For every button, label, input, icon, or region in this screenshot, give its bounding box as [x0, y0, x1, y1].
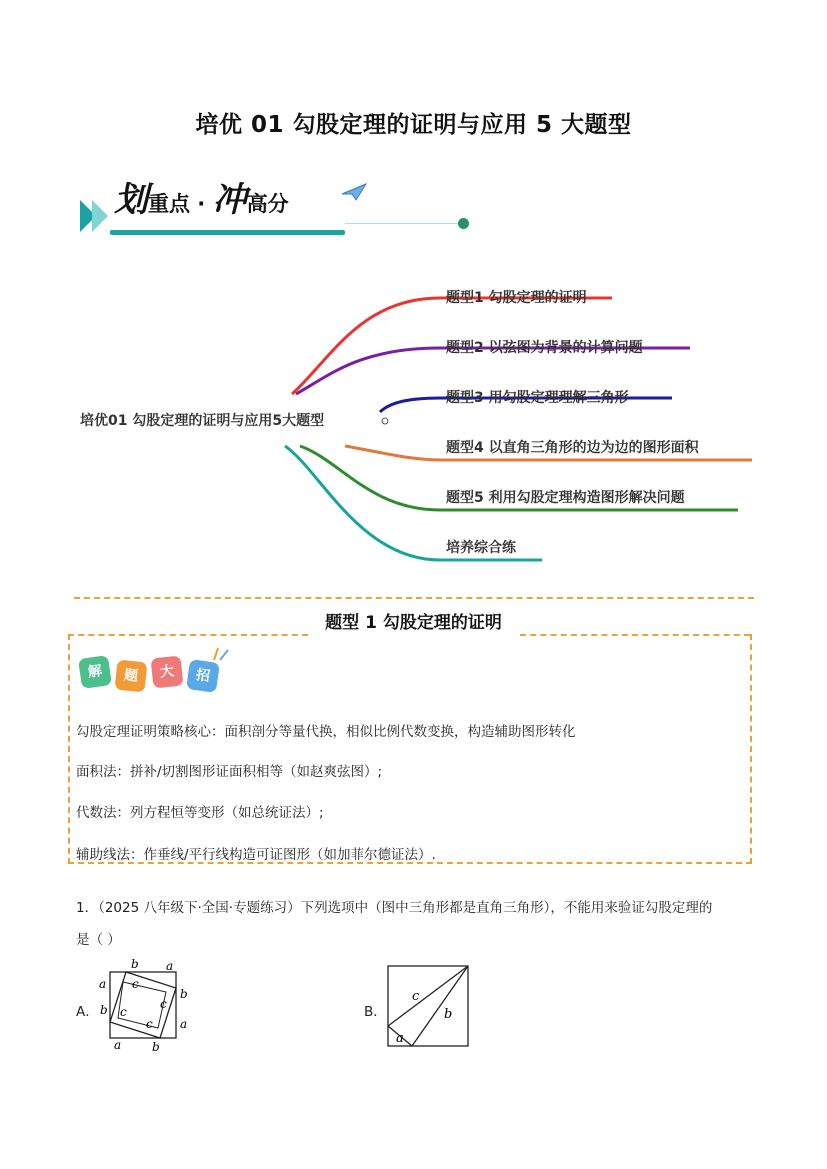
- mindmap-item-4: 题型4 以直角三角形的边为边的图形面积: [446, 440, 699, 456]
- fig-a-label: a: [114, 1038, 122, 1052]
- banner-char1: 划: [114, 180, 148, 220]
- tips-box-top-right: [520, 634, 750, 636]
- fig-a-label: b: [100, 1003, 108, 1017]
- mindmap-root: 培优01 勾股定理的证明与应用5大题型: [80, 413, 325, 429]
- banner-heading: [114, 172, 289, 221]
- option-a-label[interactable]: A．: [76, 1004, 99, 1020]
- section-divider: [74, 597, 754, 599]
- fig-a-label: c: [132, 977, 139, 991]
- fig-a-label: a: [166, 959, 174, 973]
- banner-dot: [458, 218, 469, 229]
- tip-tile-2: 题: [115, 660, 148, 693]
- page-title: 培优 01 勾股定理的证明与应用 5 大题型: [195, 112, 632, 138]
- mindmap-item-3: 题型3 用勾股定理理解三角形: [446, 390, 629, 406]
- fig-b-label: c: [412, 989, 420, 1004]
- option-a-figure[interactable]: [96, 958, 196, 1054]
- sparkle-icon: [210, 644, 234, 662]
- mindmap-item-2: 题型2 以弦图为背景的计算问题: [446, 340, 643, 356]
- mindmap-item-6: 培养综合练: [446, 540, 516, 556]
- mindmap-item-1: 题型1 勾股定理的证明: [446, 290, 587, 306]
- fig-a-label: b: [131, 958, 139, 971]
- tip-line-3: 代数法：列方程恒等变形（如总统证法）;: [76, 805, 324, 821]
- tip-tile-1: 解: [78, 655, 112, 689]
- question-line-1: 1．（2025 八年级下·全国·专题练习）下列选项中（图中三角形都是直角三角形），不能用来验证勾股定理的: [76, 900, 713, 916]
- banner-underline: [110, 230, 345, 235]
- fig-a-label: b: [152, 1040, 160, 1054]
- chevron-right-icon: [92, 200, 108, 232]
- banner-text1: 重点 ·: [148, 192, 213, 216]
- tip-line-4: 辅助线法：作垂线/平行线构造可证图形（如加菲尔德证法）.: [76, 847, 436, 863]
- fig-a-label: a: [99, 977, 107, 991]
- tip-tile-3: 大: [151, 656, 184, 689]
- tip-line-2: 面积法：拼补/切割图形证面积相等（如赵爽弦图）;: [76, 764, 383, 780]
- tip-tile-4: 招: [186, 659, 220, 693]
- fig-a-label: c: [146, 1017, 153, 1031]
- paper-plane-icon: [340, 182, 368, 202]
- question-line-2: 是（ ）: [76, 932, 121, 948]
- banner-text2: 高分: [246, 192, 289, 216]
- option-b-label[interactable]: B．: [364, 1004, 387, 1020]
- fig-a-label: a: [180, 1017, 188, 1031]
- fig-b-label: b: [444, 1007, 453, 1022]
- option-b-figure[interactable]: [382, 960, 474, 1052]
- tip-line-1: 勾股定理证明策略核心：面积剖分等量代换，相似比例代数变换，构造辅助图形转化: [76, 724, 576, 740]
- banner-char2: 冲: [212, 180, 247, 220]
- mindmap-item-5: 题型5 利用勾股定理构造图形解决问题: [446, 490, 685, 506]
- tips-box-top-left: [68, 634, 308, 636]
- fig-a-label: b: [180, 987, 188, 1001]
- fig-a-label: c: [160, 997, 167, 1011]
- fig-b-label: a: [396, 1031, 404, 1046]
- section-title: 题型 1 勾股定理的证明: [325, 613, 502, 633]
- banner-divider: [345, 223, 463, 224]
- fig-a-label: c: [120, 1005, 127, 1019]
